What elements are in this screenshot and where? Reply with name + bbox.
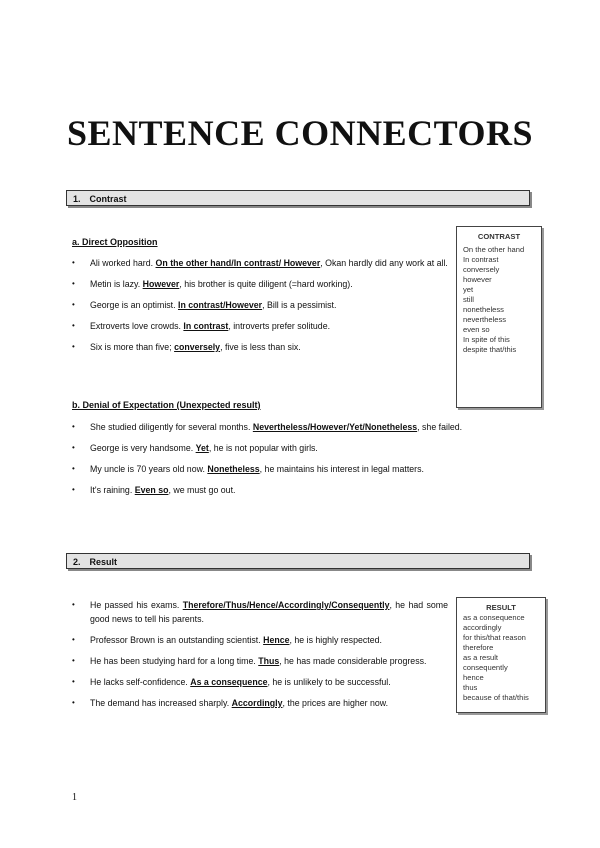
connector-item: nonetheless — [463, 305, 504, 314]
connector-item: therefore — [463, 643, 494, 652]
list-item: • George is an optimist. In contrast/However, Bill is a pessimist. — [72, 298, 460, 312]
box-title: CONTRAST — [477, 232, 521, 241]
section-title: Result — [89, 557, 118, 567]
connector-item: as a result — [463, 653, 499, 662]
section-header-result — [66, 553, 530, 569]
list-item: • My uncle is 70 years old now. Nonetheless, he maintains his interest in legal matters. — [72, 462, 532, 476]
list-item: • It's raining. Even so, we must go out. — [72, 483, 532, 497]
connector-item: because of that/this — [463, 693, 529, 702]
connector-item: nevertheless — [463, 315, 507, 324]
section-number: 2. — [73, 557, 81, 567]
connector-item: On the other hand — [463, 245, 525, 254]
section-number: 1. — [73, 194, 81, 204]
result-connectors-box — [456, 597, 546, 713]
connector-item: conversely — [463, 265, 500, 274]
contrast-connectors-box — [456, 226, 542, 408]
bullet-list-result — [72, 598, 448, 710]
list-item: • The demand has increased sharply. Accordingly, the prices are higher now. — [72, 696, 448, 710]
list-item: • Extroverts love crowds. In contrast, introverts prefer solitude. — [72, 319, 460, 333]
connector-item: hence — [463, 673, 484, 682]
connector-item: even so — [463, 325, 490, 334]
list-item: • Ali worked hard. On the other hand/In contrast/ However, Okan hardly did any work at all. — [72, 256, 460, 270]
connector-item: consequently — [463, 663, 508, 672]
list-item: • Metin is lazy. However, his brother is quite diligent (=hard working). — [72, 277, 460, 291]
list-item: • She studied diligently for several months. Nevertheless/However/Yet/Nonetheless, she failed. — [72, 420, 532, 434]
connector-item: In contrast — [463, 255, 499, 264]
page-number: 1 — [72, 792, 77, 803]
connector-item: accordingly — [463, 623, 502, 632]
connector-item: yet — [463, 285, 474, 294]
bullet-list-denial-of-expectation — [72, 420, 532, 497]
connector-item: thus — [463, 683, 478, 692]
box-title: RESULT — [486, 603, 516, 612]
list-item: • He lacks self-confidence. As a consequence, he is unlikely to be successful. — [72, 675, 448, 689]
list-item: • George is very handsome. Yet, he is not popular with girls. — [72, 441, 532, 455]
page-title: SENTENCE CONNECTORS — [67, 113, 533, 153]
connector-item: still — [463, 295, 474, 304]
section-header-contrast — [66, 190, 530, 206]
list-item: • Six is more than five; conversely, five is less than six. — [72, 340, 460, 354]
connector-item: for this/that reason — [463, 633, 526, 642]
subsection-heading-direct-opposition: a. Direct Opposition — [72, 237, 158, 247]
connector-list — [463, 245, 535, 355]
connector-item: despite that/this — [463, 345, 517, 354]
connector-list — [463, 613, 539, 703]
bullet-list-direct-opposition — [72, 256, 460, 354]
connector-item: In spite of this — [463, 335, 510, 344]
section-title: Contrast — [89, 194, 127, 204]
list-item: • Professor Brown is an outstanding scientist. Hence, he is highly respected. — [72, 633, 448, 647]
connector-item: as a consequence — [463, 613, 525, 622]
connector-item: however — [463, 275, 492, 284]
list-item: • He passed his exams. Therefore/Thus/Hence/Accordingly/Consequently, he had some good news to tell his parents. — [72, 598, 448, 626]
list-item: • He has been studying hard for a long time. Thus, he has made considerable progress. — [72, 654, 448, 668]
subsection-heading-denial-of-expectation: b. Denial of Expectation (Unexpected result) — [72, 400, 261, 410]
